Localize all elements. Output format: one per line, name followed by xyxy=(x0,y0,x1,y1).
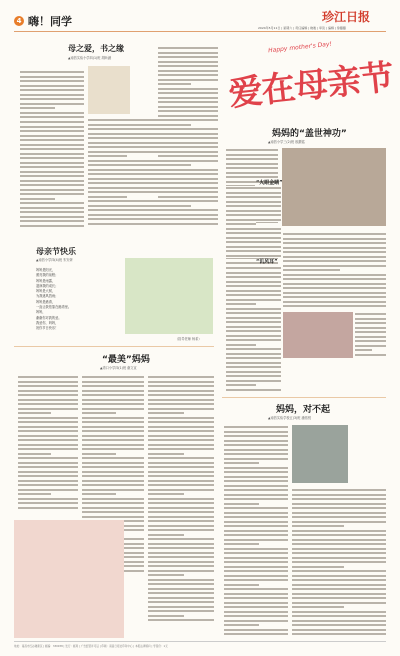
text-line xyxy=(20,224,84,229)
article-4-body-col-b xyxy=(226,186,281,258)
footer-info: 地址：南昌市红谷滩新区 | 邮编：330038 | 发行：邮局 | 广告经营许可证 | 印刷：南昌日报社印务中心 | 本报法律顾问 | 零售价：1元 xyxy=(14,645,168,648)
article-3-body-col-c xyxy=(148,375,214,625)
newspaper-logo: 珍江日报 xyxy=(322,10,371,24)
happy-mothers-day-text: Happy mother's Day! xyxy=(267,40,333,55)
illustration-mother-portrait xyxy=(14,520,124,638)
article-2-byline: ▲南昌小学四(4)班 朱安妍 xyxy=(36,258,73,262)
illustration-mother-child-reading xyxy=(88,66,130,114)
article-4-body-col-d xyxy=(283,232,386,312)
subhead-wind-ears: “讥风耳” xyxy=(256,259,278,265)
poem-line: 妈妈是雨露， xyxy=(36,278,56,283)
poem-line: 照亮我的前程； xyxy=(36,273,59,278)
text-line xyxy=(88,222,158,227)
article-4-body-col-c xyxy=(226,266,281,396)
section-header xyxy=(14,13,72,29)
header-divider xyxy=(14,31,386,32)
article-3-body-col-a xyxy=(18,375,78,510)
poem-line: 我爱你，妈妈， xyxy=(36,320,59,325)
subhead-fire-eyes: “火眼金睛” xyxy=(256,180,283,186)
poem-line: 妈妈是大树， xyxy=(36,289,56,294)
section-title: 嗨！同学 xyxy=(28,15,72,28)
text-line xyxy=(283,304,386,309)
poem-line: 为我遮风挡雨； xyxy=(36,294,59,299)
date-line: 2024年5月11日 | 星期六 | 责任编辑 | 晓骏 | 审读 | 编辑 | 徐璐璐 xyxy=(258,26,346,30)
article-4-title: 妈妈的“盖世神功” xyxy=(272,129,347,139)
text-line xyxy=(158,222,218,227)
article-3-title: “最美”妈妈 xyxy=(102,355,150,365)
article-4-byline: ▲南昌小学三(2)班 欧灏铭 xyxy=(268,140,305,144)
article-2-title: 母亲节快乐 xyxy=(36,247,76,256)
article-3-byline: ▲湾口小学四(1)班 谢文宣 xyxy=(100,366,137,370)
photo-family-outing xyxy=(283,312,353,358)
article-1-title: 母之爱，书之缘 xyxy=(68,44,124,53)
divider-1 xyxy=(14,346,214,347)
text-line xyxy=(292,632,386,637)
poem-line: 妈妈是阳光， xyxy=(36,268,56,272)
photo-mother-and-kids xyxy=(282,148,386,226)
illustration-family-hug xyxy=(125,258,213,334)
text-line xyxy=(148,618,214,623)
poem-line: 妈妈， xyxy=(36,310,46,315)
article-5-body-col-b xyxy=(292,488,386,638)
poem-line: 滋润我的成长； xyxy=(36,283,59,288)
article-5-body-col-a xyxy=(224,425,288,640)
text-line xyxy=(226,388,281,393)
poem-line: 妈妈是港湾， xyxy=(36,299,56,304)
section-number: 4 xyxy=(14,16,24,26)
poem-instructor-note: （指导老师 杨希） xyxy=(175,337,202,341)
article-1-body-col-a2 xyxy=(20,120,84,230)
poem-line: 祝你节日快乐！ xyxy=(36,326,59,331)
poem-line: 一直让我依靠在港湾里。 xyxy=(36,305,72,310)
text-line xyxy=(224,632,288,637)
divider-2 xyxy=(222,397,386,398)
article-4-body-col-e xyxy=(355,312,386,358)
decorative-flowers xyxy=(226,108,386,114)
photo-mother-on-motorbike xyxy=(292,425,348,483)
poem-line: 谢谢你对我的爱。 xyxy=(36,315,62,320)
article-1-byline: ▲南昌实验小学四(1)班 胡昕涵 xyxy=(68,56,112,60)
footer-divider xyxy=(14,641,386,642)
text-line xyxy=(18,506,78,511)
article-5-title: 妈妈，对不起 xyxy=(276,405,331,415)
feature-title: 爱在母亲节 xyxy=(226,57,396,115)
article-1-body-col-b xyxy=(88,118,158,230)
article-5-byline: ▲南昌实验学校五(3)班 潘恬悦 xyxy=(268,416,312,420)
poem-block xyxy=(36,268,96,332)
text-line xyxy=(355,353,386,358)
article-1-body-col-c xyxy=(158,46,218,226)
